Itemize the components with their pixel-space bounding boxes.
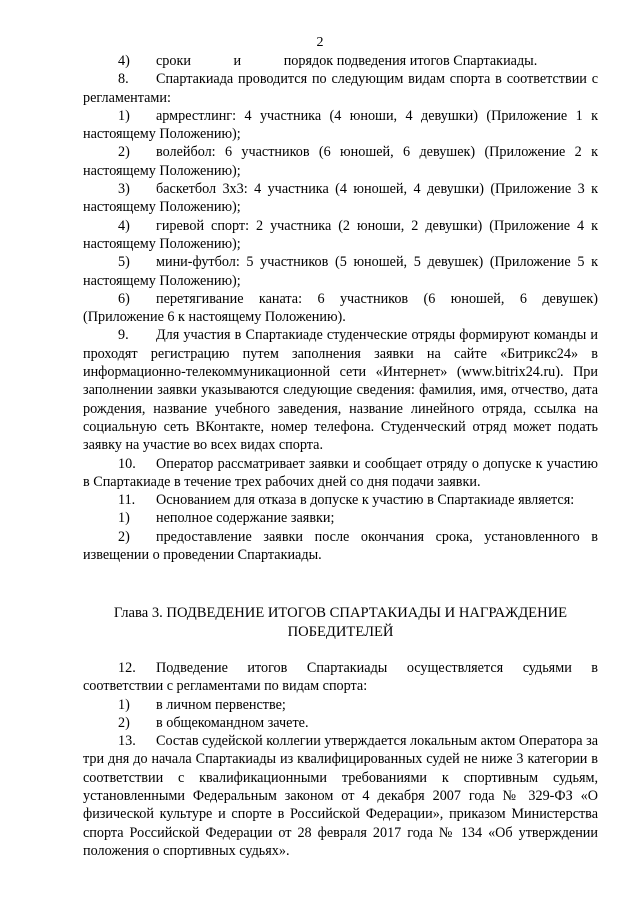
paragraph — [83, 217, 598, 254]
paragraph-text: баскетбол 3х3: 4 участника (4 юношей, 4 девушки) (Приложение 3 к настоящему Положению); — [83, 181, 598, 216]
paragraph — [83, 290, 598, 327]
paragraph — [83, 143, 598, 180]
paragraph-number: 3) — [118, 181, 130, 198]
paragraph — [83, 52, 598, 70]
paragraph-number: 11. — [118, 492, 136, 509]
paragraph — [83, 180, 598, 217]
paragraph-number: 1) — [118, 107, 130, 124]
paragraph-text: предоставление заявки после окончания срока, установленного в извещении о проведении Спартакиады. — [83, 528, 598, 564]
paragraph — [83, 696, 598, 714]
paragraph — [83, 732, 598, 860]
paragraph-text: сроки и порядок подведения итогов Спартакиады. — [156, 53, 538, 69]
paragraph-text: Подведение итогов Спартакиады осуществляется судьями в соответствии с регламентами по видам спорта: — [83, 659, 598, 695]
paragraph-text: гиревой спорт: 2 участника (2 юноши, 2 девушки) (Приложение 4 к настоящему Положению); — [83, 217, 598, 252]
paragraph — [83, 714, 598, 732]
paragraph-text: в общекомандном зачете. — [156, 714, 309, 731]
chapter-2-continuation — [83, 52, 598, 564]
document-body — [83, 52, 598, 860]
paragraph-number: 8. — [118, 71, 129, 88]
paragraph — [83, 326, 598, 454]
paragraph-number: 2) — [118, 528, 130, 545]
paragraph — [83, 509, 598, 527]
paragraph — [83, 659, 598, 696]
paragraph-text: армрестлинг: 4 участника (4 юноши, 4 девушки) (Приложение 1 к настоящему Положению); — [83, 107, 598, 143]
paragraph-text: волейбол: 6 участников (6 юношей, 6 девушек) (Приложение 2 к настоящему Положению); — [83, 144, 598, 179]
paragraph-number: 4) — [118, 53, 130, 69]
paragraph-number: 2) — [118, 144, 130, 161]
paragraph-text: Состав судейской коллегии утверждается локальным актом Оператора за три дня до начала Спартакиады из квалифицированных судей не ниже 3 категории в соответствии с квалификационными требованиями к спортивным судьям, установленными Федеральным законом от 4 декабря 2007 года № 329-ФЗ «О физической культуре и спорте в Российской Федерации», приказом Министерства спорта Российской Федерации от 28 февраля 2017 года № 134 «Об утверждении положения о спортивных судьях». — [83, 733, 598, 859]
paragraph-number: 5) — [118, 254, 130, 271]
paragraph-number: 6) — [118, 290, 130, 307]
page-number: 2 — [316, 35, 324, 50]
paragraph-number: 1) — [118, 510, 130, 527]
paragraph-number: 12. — [118, 659, 136, 676]
paragraph — [83, 491, 598, 509]
chapter-3-body — [83, 659, 598, 860]
paragraph-number: 13. — [118, 733, 136, 750]
paragraph-text: мини-футбол: 5 участников (5 юношей, 5 девушек) (Приложение 5 к настоящему Положению); — [83, 254, 598, 289]
paragraph-number: 1) — [118, 696, 130, 713]
paragraph-text: перетягивание каната: 6 участников (6 юношей, 6 девушек) (Приложение 6 к настоящему Положению). — [83, 290, 598, 326]
paragraph — [83, 528, 598, 565]
chapter-heading: Глава 3. ПОДВЕДЕНИЕ ИТОГОВ СПАРТАКИАДЫ И НАГРАЖДЕНИЕ ПОБЕДИТЕЛЕЙ — [113, 605, 568, 640]
paragraph-number: 10. — [118, 455, 136, 472]
paragraph-text: Оператор рассматривает заявки и сообщает отряду о допуске к участию в Спартакиаде в течение трех рабочих дней со дня подачи заявки. — [83, 455, 598, 490]
paragraph — [83, 70, 598, 107]
paragraph — [83, 455, 598, 492]
spacer — [83, 641, 598, 659]
paragraph — [83, 253, 598, 290]
paragraph-text: в личном первенстве; — [156, 696, 286, 713]
paragraph — [83, 107, 598, 144]
paragraph-text: Для участия в Спартакиаде студенческие отряды формируют команды и проходят регистрацию путем заполнения заявки на сайте «Битрикс24» в информационно-телекоммуникационной сети «Интернет» (www.bitrix24.ru). При заполнении заявки указываются следующие сведения: фамилия, имя, отчество, дата рождения, название учебного заведения, название линейного отряда, ссылка на социальную сеть ВКонтакте, номер телефона. Студенческий отряд может подать заявку на участие во всех видах спорта. — [83, 327, 598, 454]
paragraph-number: 2) — [118, 714, 130, 731]
paragraph-number: 9. — [118, 327, 129, 344]
paragraph-number: 4) — [118, 217, 130, 234]
paragraph-text: Спартакиада проводится по следующим видам спорта в соответствии с регламентами: — [83, 71, 598, 106]
paragraph-text: неполное содержание заявки; — [156, 510, 335, 527]
paragraph-text: Основанием для отказа в допуске к участию в Спартакиаде является: — [156, 492, 575, 509]
